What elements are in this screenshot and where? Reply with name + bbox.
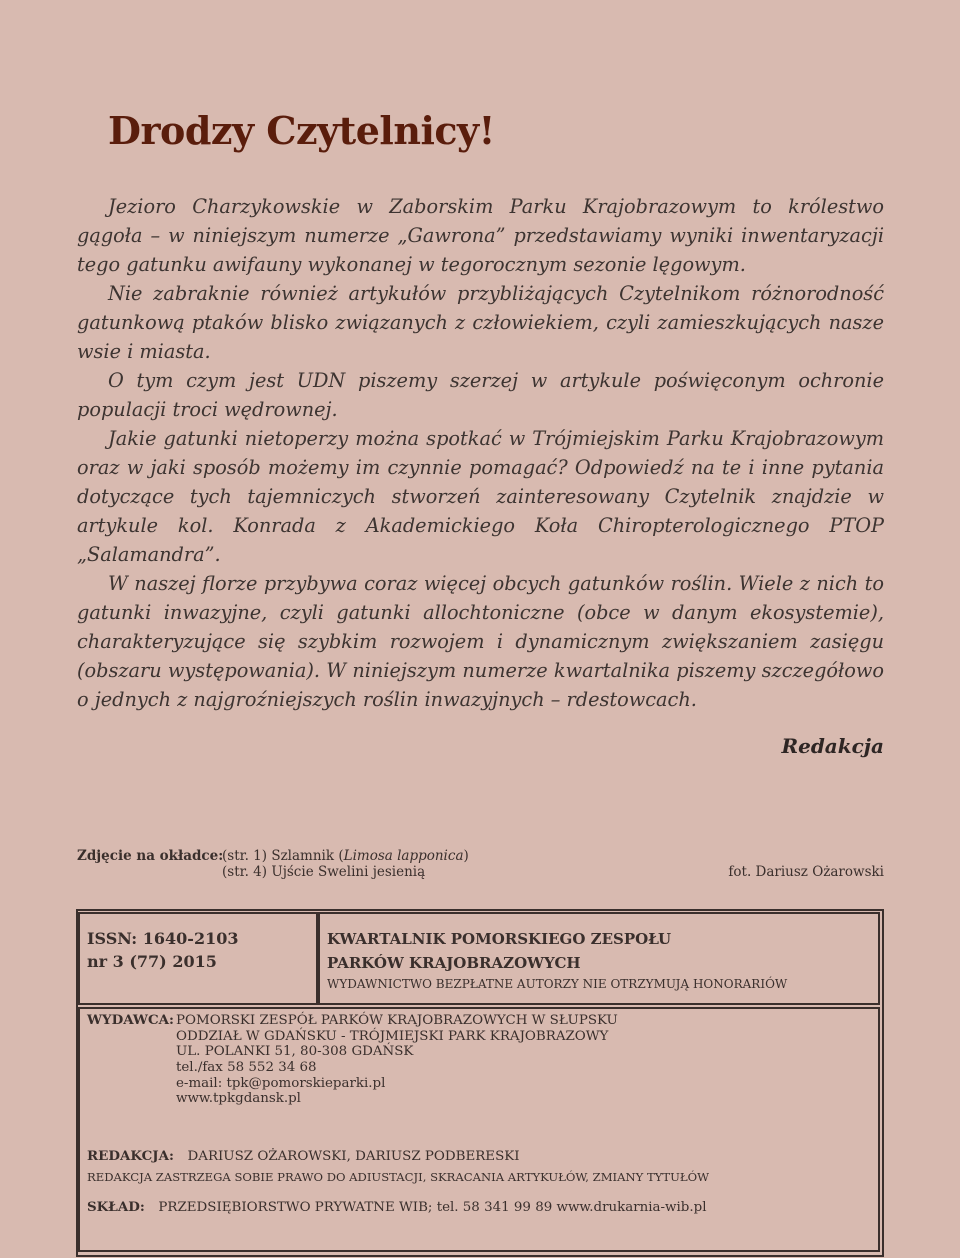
editorial-names: DARIUSZ OŻAROWSKI, DARIUSZ PODBERESKI	[187, 1149, 520, 1164]
publisher-website: www.tpkgdansk.pl	[176, 1091, 301, 1107]
cover-line-2: (str. 4) Ujście Swelini jesienią	[222, 864, 426, 880]
quarterly-note: WYDAWNICTWO BEZPŁATNE AUTORZY NIE OTRZYMUJĄ HONORARIÓW	[327, 977, 788, 991]
issn-info	[87, 927, 238, 973]
editorial-label: REDAKCJA:	[87, 1148, 184, 1164]
issue-number: nr 3 (77) 2015	[87, 952, 217, 971]
editorial-note: REDAKCJA ZASTRZEGA SOBIE PRAWO DO ADIUSTACJI, SKRACANIA ARTYKUŁÓW, ZMIANY TYTUŁÓW	[87, 1170, 710, 1184]
cover-line-1-prefix: (str. 1) Szlamnik (	[222, 848, 344, 864]
publisher-label: WYDAWCA:	[87, 1012, 174, 1028]
cover-line-1-suffix: )	[463, 848, 469, 864]
publisher-line: ODDZIAŁ W GDAŃSKU - TRÓJMIEJSKI PARK KRAJOBRAZOWY	[176, 1028, 609, 1044]
photo-credit: fot. Dariusz Ożarowski	[728, 864, 884, 880]
signature: Redakcja	[781, 734, 884, 758]
quarterly-title-1: KWARTALNIK POMORSKIEGO ZESPOŁU	[327, 930, 672, 948]
publisher-email: e-mail: tpk@pomorskieparki.pl	[176, 1075, 386, 1091]
paragraph: Jezioro Charzykowskie w Zaborskim Parku Krajobrazowym to królestwo gągoła – w niniejszym numerze „Gawrona” przedstawiamy wyniki inwentaryzacji tego gatunku awifauny wykonanej w tegorocznym sezonie lęgowym.	[77, 195, 884, 276]
publisher-line: POMORSKI ZESPÓŁ PARKÓW KRAJOBRAZOWYCH W SŁUPSKU	[176, 1013, 618, 1028]
publisher-lines	[176, 1013, 618, 1107]
quarterly-info	[327, 927, 787, 991]
species-name: Limosa lapponica	[343, 848, 464, 864]
cover-label: Zdjęcie na okładce:	[77, 848, 224, 864]
typesetting-info	[87, 1199, 706, 1215]
paragraph: W naszej florze przybywa coraz więcej obcych gatunków roślin. Wiele z nich to gatunki inwazyjne, czyli gatunki allochtoniczne (obce w danym ekosystemie), charakteryzujące się szybkim rozwojem i dynamicznym zwiększaniem zasięgu (obszaru występowania). W niniejszym numerze kwartalnika piszemy szczegółowo o jednych z najgroźniejszych roślin inwazyjnych – rdestowcach.	[77, 572, 884, 711]
editorial-board	[87, 1148, 520, 1164]
paragraph: Nie zabraknie również artykułów przybliżających Czytelnikom różnorodność gatunkową ptaków blisko związanych z człowiekiem, czyli zamieszkujących nasze wsie i miasta.	[77, 282, 884, 363]
cover-line-1	[222, 848, 469, 864]
publisher-line: tel./fax 58 552 34 68	[176, 1060, 317, 1076]
publisher-line: UL. POLANKI 51, 80-308 GDAŃSK	[176, 1044, 414, 1060]
issn-number: ISSN: 1640-2103	[87, 929, 239, 948]
page-title: Drodzy Czytelnicy!	[108, 108, 495, 153]
typesetting-text: PRZEDSIĘBIORSTWO PRYWATNE WIB; tel. 58 341 99 89 www.drukarnia-wib.pl	[158, 1200, 707, 1215]
editorial-body	[77, 192, 884, 714]
quarterly-title-2: PARKÓW KRAJOBRAZOWYCH	[327, 954, 581, 972]
paragraph: Jakie gatunki nietoperzy można spotkać w Trójmiejskim Parku Krajobrazowym oraz w jaki sposób możemy im czynnie pomagać? Odpowiedź na te i inne pytania dotyczące tych tajemniczych stworzeń zainteresowany Czytelnik znajdzie w artykule kol. Konrada z Akademickiego Koła Chiropterologicznego PTOP „Salamandra”.	[77, 427, 884, 566]
paragraph: O tym czym jest UDN piszemy szerzej w artykule poświęconym ochronie populacji troci wędrownej.	[77, 369, 884, 421]
typesetting-label: SKŁAD:	[87, 1199, 155, 1215]
